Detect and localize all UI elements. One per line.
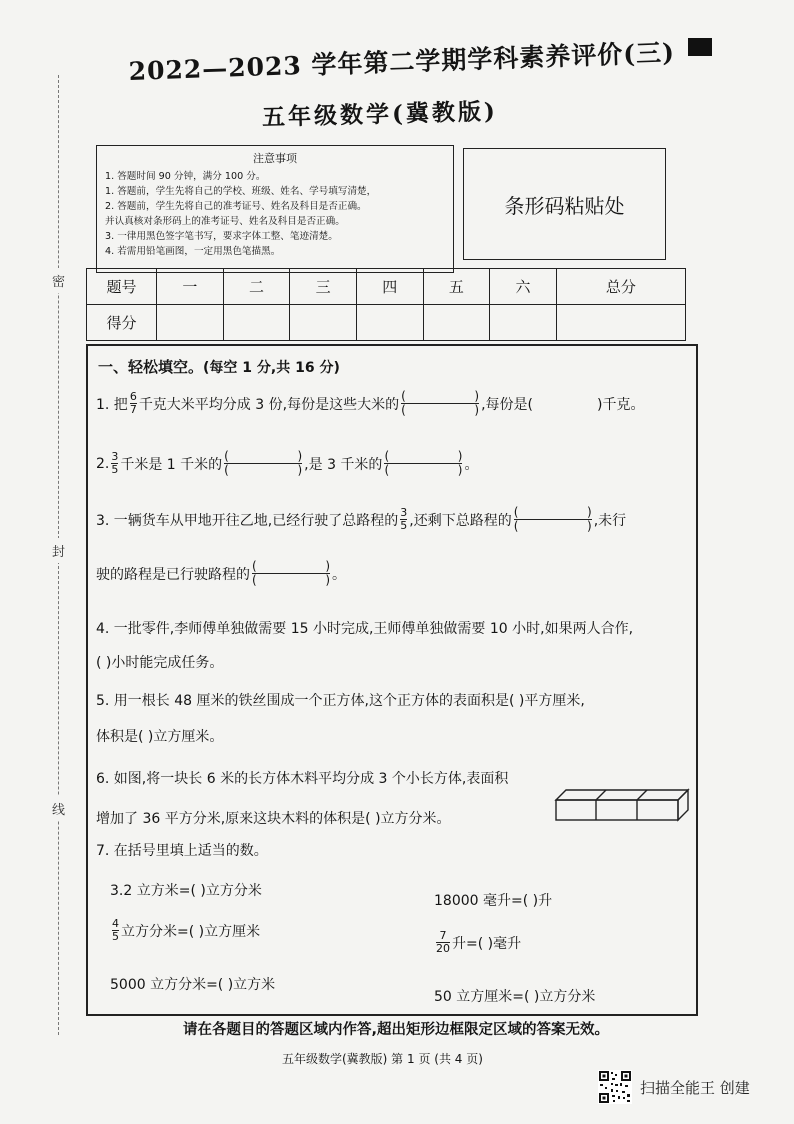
question-5-line-2: 体积是( )立方厘米。: [96, 729, 224, 745]
fraction-numerator: 3: [400, 506, 408, 519]
fraction-denominator: 20: [436, 942, 450, 955]
conversion-item: 5000 立方分米=( )立方米: [110, 977, 276, 993]
fraction-answer-blank[interactable]: ( ) ( ): [513, 505, 592, 533]
fraction: [400, 507, 407, 532]
exam-title: 2022—2023 学年第二学期学科素养评价(三): [128, 37, 676, 86]
side-mark-line: 线: [52, 796, 65, 821]
score-column-label: 一: [157, 269, 224, 305]
side-mark-seal: 密: [52, 268, 65, 293]
barcode-area: [463, 148, 666, 260]
question-text: ,是 3 千米的: [304, 456, 383, 473]
score-input-cell[interactable]: [223, 305, 290, 341]
conversion-item: 50 立方厘米=( )立方分米: [434, 989, 596, 1005]
score-column-label: 三: [290, 269, 357, 305]
notice-line: 3. 一律用黑色签字笔书写，要求字体工整、笔迹清楚。: [105, 231, 338, 242]
question-text: 驶的路程是已行驶路程的: [96, 566, 250, 583]
score-input-cell[interactable]: [556, 305, 685, 341]
conversion-item: 3.2 立方米=( )立方分米: [110, 883, 262, 899]
fraction: [112, 918, 119, 943]
notice-box: [96, 145, 454, 273]
brand-text: 扫描全能王 创建: [640, 1078, 750, 1097]
conversion-item: [434, 930, 521, 955]
exam-subtitle: 五年级数学(冀教版): [261, 97, 499, 132]
barcode-label: 条形码粘贴处: [504, 193, 625, 218]
question-1: [96, 390, 644, 417]
question-text: 立方分米=( )立方厘米: [121, 923, 261, 940]
fraction-denominator: 5: [111, 463, 119, 476]
notice-line: 2. 答题前，学生先将自己的准考证号、姓名及科目是否正确。: [105, 201, 367, 212]
score-column-label: 六: [490, 269, 557, 305]
score-column-label: 总分: [556, 269, 685, 305]
question-3: [96, 506, 626, 533]
question-text: ,还剩下总路程的: [409, 512, 512, 529]
notice-line: 并认真核对条形码上的准考证号、姓名及科目是否正确。: [105, 216, 345, 227]
score-input-cell[interactable]: [290, 305, 357, 341]
score-input-cell[interactable]: [490, 305, 557, 341]
question-4: 4. 一批零件,李师傅单独做需要 15 小时完成,王师傅单独做需要 10 小时,如果两人合作,: [96, 621, 634, 637]
corner-registration-mark: [688, 38, 712, 56]
fraction-numerator: 4: [112, 917, 119, 930]
question-7: 7. 在括号里填上适当的数。: [96, 843, 268, 859]
fraction-answer-blank[interactable]: ( ) ( ): [252, 559, 330, 587]
question-text: 。: [464, 456, 479, 473]
fraction-numerator: 3: [111, 450, 119, 463]
score-input-cell[interactable]: [356, 305, 423, 341]
section-title: 一、轻松填空。: [98, 358, 204, 376]
question-text: ,未行: [593, 512, 627, 529]
question-3-line-2: [96, 560, 346, 587]
question-text: 2.: [96, 455, 110, 472]
notice-line: 1. 答题前，学生先将自己的学校、班级、姓名、学号填写清楚，: [105, 186, 377, 197]
cuboid-drawing: [554, 788, 690, 822]
question-text: 千米是 1 千米的: [120, 456, 223, 473]
page-footer: 五年级数学(冀教版) 第 1 页 (共 4 页): [282, 1052, 483, 1066]
conversion-item: [110, 918, 260, 943]
fraction-answer-blank[interactable]: ( ) ( ): [401, 389, 480, 417]
fraction: [436, 930, 450, 955]
fraction-denominator: 7: [129, 403, 137, 416]
score-input-cell[interactable]: [157, 305, 224, 341]
fraction-denominator: 5: [400, 519, 408, 532]
side-mark-seal: 封: [52, 538, 65, 563]
question-text: )千克。: [597, 396, 645, 413]
score-column-label: 五: [423, 269, 490, 305]
score-table: [86, 268, 686, 341]
score-header-cell: 得分: [87, 305, 157, 341]
fraction: [130, 391, 137, 416]
question-text: 3. 一辆货车从甲地开往乙地,已经行驶了总路程的: [96, 512, 399, 529]
fraction-numerator: 6: [129, 390, 137, 403]
cuboid-blocks-figure: [554, 788, 690, 826]
notice-line: 4. 若需用铅笔画图，一定用黑色笔描黑。: [105, 246, 281, 257]
conversion-item: 18000 毫升=( )升: [434, 893, 553, 909]
fraction-denominator: 5: [112, 930, 119, 943]
fraction-numerator: 7: [439, 929, 447, 942]
answer-region-notice: 请在各题目的答题区域内作答,超出矩形边框限定区域的答案无效。: [182, 1022, 609, 1038]
score-column-label: 四: [356, 269, 423, 305]
section-heading: [98, 356, 340, 377]
notice-line: 1. 答题时间 90 分钟，满分 100 分。: [105, 171, 266, 182]
scanner-brand: [598, 1070, 750, 1104]
question-text: 升=( )毫升: [452, 935, 522, 952]
qr-code-icon: [598, 1070, 632, 1104]
question-text: 。: [332, 566, 346, 583]
score-header-cell: 题号: [87, 269, 157, 305]
question-2: [96, 450, 478, 477]
question-6-line-2: 增加了 36 平方分米,原来这块木料的体积是( )立方分米。: [96, 811, 451, 827]
notice-title: 注意事项: [253, 152, 297, 165]
question-4-line-2: ( )小时能完成任务。: [96, 655, 224, 671]
question-text: ,每份是(: [481, 396, 533, 413]
fraction: [111, 451, 118, 476]
question-text: 1. 把: [96, 396, 128, 413]
score-input-cell[interactable]: [423, 305, 490, 341]
score-table-row: [87, 269, 686, 305]
question-6: 6. 如图,将一块长 6 米的长方体木料平均分成 3 个小长方体,表面积: [96, 771, 509, 787]
question-text: 千克大米平均分成 3 份,每份是这些大米的: [138, 396, 400, 413]
fraction-answer-blank[interactable]: ( ) ( ): [224, 449, 303, 477]
answer-region: [86, 344, 698, 1016]
section-points: (每空 1 分,共 16 分): [203, 360, 340, 376]
score-table-row: [87, 305, 686, 341]
fraction-answer-blank[interactable]: ( ) ( ): [384, 449, 463, 477]
question-5: 5. 用一根长 48 厘米的铁丝围成一个正方体,这个正方体的表面积是( )平方厘米,: [96, 693, 585, 709]
score-column-label: 二: [223, 269, 290, 305]
